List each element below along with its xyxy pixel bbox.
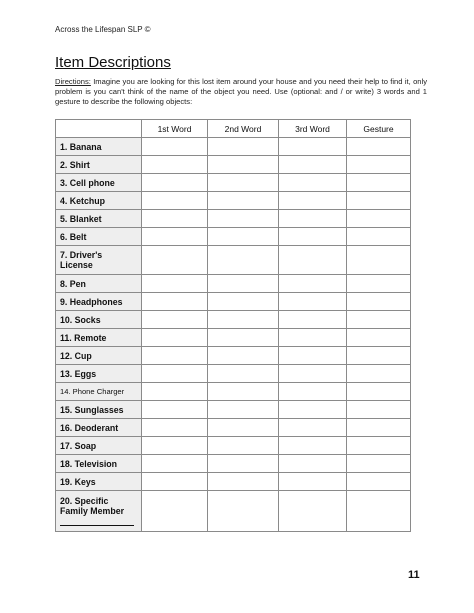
word-1-cell[interactable] [142, 311, 208, 329]
word-3-cell[interactable] [279, 437, 347, 455]
item-label: 3. Cell phone [56, 174, 142, 192]
directions-text: Imagine you are looking for this lost item around your house and you need their help to find it, only problem is you can't think of the name of the object you need. Use (optional: and / or write) 3 words and 1 gesture to describe the following objects: [55, 77, 427, 106]
word-1-cell[interactable] [142, 401, 208, 419]
gesture-cell[interactable] [347, 419, 411, 437]
item-descriptions-table [55, 119, 411, 532]
word-1-cell[interactable] [142, 329, 208, 347]
gesture-cell[interactable] [347, 329, 411, 347]
word-3-cell[interactable] [279, 383, 347, 401]
word-3-cell[interactable] [279, 401, 347, 419]
word-2-cell[interactable] [208, 329, 279, 347]
table-row [56, 228, 411, 246]
word-3-cell[interactable] [279, 138, 347, 156]
table-row [56, 347, 411, 365]
item-label: 9. Headphones [56, 293, 142, 311]
word-1-cell[interactable] [142, 365, 208, 383]
table-row [56, 491, 411, 532]
item-label: 14. Phone Charger [56, 383, 142, 401]
word-2-cell[interactable] [208, 192, 279, 210]
word-2-cell[interactable] [208, 383, 279, 401]
word-3-cell[interactable] [279, 246, 347, 275]
gesture-cell[interactable] [347, 156, 411, 174]
gesture-cell[interactable] [347, 293, 411, 311]
table-row [56, 419, 411, 437]
table-row [56, 455, 411, 473]
word-2-cell[interactable] [208, 174, 279, 192]
write-in-line[interactable] [60, 525, 134, 526]
gesture-cell[interactable] [347, 311, 411, 329]
word-3-cell[interactable] [279, 156, 347, 174]
word-3-cell[interactable] [279, 228, 347, 246]
directions-paragraph [55, 77, 427, 107]
word-1-cell[interactable] [142, 192, 208, 210]
item-label: 16. Deoderant [56, 419, 142, 437]
item-label: 18. Television [56, 455, 142, 473]
word-1-cell[interactable] [142, 174, 208, 192]
word-2-cell[interactable] [208, 347, 279, 365]
gesture-cell[interactable] [347, 365, 411, 383]
item-label: 15. Sunglasses [56, 401, 142, 419]
word-1-cell[interactable] [142, 491, 208, 532]
page-title: Item Descriptions [55, 54, 171, 71]
table-row [56, 275, 411, 293]
item-label: 11. Remote [56, 329, 142, 347]
word-3-cell[interactable] [279, 455, 347, 473]
item-label: 7. Driver's License [56, 246, 142, 275]
word-2-cell[interactable] [208, 210, 279, 228]
gesture-cell[interactable] [347, 275, 411, 293]
gesture-cell[interactable] [347, 174, 411, 192]
word-2-cell[interactable] [208, 228, 279, 246]
word-2-cell[interactable] [208, 138, 279, 156]
table-row [56, 365, 411, 383]
item-label: 8. Pen [56, 275, 142, 293]
gesture-cell[interactable] [347, 246, 411, 275]
word-3-cell[interactable] [279, 174, 347, 192]
table-row [56, 174, 411, 192]
gesture-cell[interactable] [347, 228, 411, 246]
item-label: 10. Socks [56, 311, 142, 329]
item-label: 2. Shirt [56, 156, 142, 174]
gesture-cell[interactable] [347, 473, 411, 491]
gesture-cell[interactable] [347, 210, 411, 228]
item-label-cell [56, 491, 142, 532]
word-3-cell[interactable] [279, 311, 347, 329]
word-3-cell[interactable] [279, 210, 347, 228]
gesture-cell[interactable] [347, 192, 411, 210]
gesture-cell[interactable] [347, 455, 411, 473]
word-2-cell[interactable] [208, 365, 279, 383]
word-2-cell[interactable] [208, 437, 279, 455]
page-header: Across the Lifespan SLP © [55, 25, 151, 34]
item-label: 5. Blanket [56, 210, 142, 228]
word-2-cell[interactable] [208, 491, 279, 532]
item-label: 19. Keys [56, 473, 142, 491]
word-2-cell[interactable] [208, 401, 279, 419]
word-2-cell[interactable] [208, 275, 279, 293]
gesture-cell[interactable] [347, 437, 411, 455]
table-row [56, 138, 411, 156]
column-header-gesture: Gesture [347, 120, 411, 138]
item-label: 1. Banana [56, 138, 142, 156]
word-3-cell[interactable] [279, 491, 347, 532]
column-header-1st-word: 1st Word [142, 120, 208, 138]
word-1-cell[interactable] [142, 138, 208, 156]
gesture-cell[interactable] [347, 383, 411, 401]
column-header-2nd-word: 2nd Word [208, 120, 279, 138]
item-label: 4. Ketchup [56, 192, 142, 210]
word-2-cell[interactable] [208, 293, 279, 311]
word-1-cell[interactable] [142, 437, 208, 455]
gesture-cell[interactable] [347, 138, 411, 156]
table-row [56, 210, 411, 228]
word-3-cell[interactable] [279, 329, 347, 347]
table-row [56, 437, 411, 455]
directions-label: Directions: [55, 77, 91, 86]
word-3-cell[interactable] [279, 419, 347, 437]
word-1-cell[interactable] [142, 455, 208, 473]
word-1-cell[interactable] [142, 383, 208, 401]
item-label: 13. Eggs [56, 365, 142, 383]
word-2-cell[interactable] [208, 246, 279, 275]
table-row [56, 192, 411, 210]
gesture-cell[interactable] [347, 401, 411, 419]
word-2-cell[interactable] [208, 455, 279, 473]
word-3-cell[interactable] [279, 275, 347, 293]
page-number: 11 [408, 569, 420, 581]
column-header-3rd-word: 3rd Word [279, 120, 347, 138]
table-row [56, 329, 411, 347]
word-1-cell[interactable] [142, 473, 208, 491]
word-2-cell[interactable] [208, 156, 279, 174]
item-label: 20. Specific Family Member [60, 496, 125, 516]
word-1-cell[interactable] [142, 228, 208, 246]
word-3-cell[interactable] [279, 365, 347, 383]
word-1-cell[interactable] [142, 210, 208, 228]
column-header-item [56, 120, 142, 138]
item-label: 17. Soap [56, 437, 142, 455]
word-2-cell[interactable] [208, 473, 279, 491]
word-1-cell[interactable] [142, 246, 208, 275]
item-label: 6. Belt [56, 228, 142, 246]
word-1-cell[interactable] [142, 275, 208, 293]
table-row [56, 156, 411, 174]
item-label: 12. Cup [56, 347, 142, 365]
table-row [56, 311, 411, 329]
word-2-cell[interactable] [208, 311, 279, 329]
gesture-cell[interactable] [347, 347, 411, 365]
word-1-cell[interactable] [142, 156, 208, 174]
table-header-row [56, 120, 411, 138]
word-3-cell[interactable] [279, 293, 347, 311]
table-row [56, 401, 411, 419]
word-1-cell[interactable] [142, 419, 208, 437]
word-2-cell[interactable] [208, 419, 279, 437]
word-1-cell[interactable] [142, 293, 208, 311]
table-row [56, 473, 411, 491]
word-3-cell[interactable] [279, 473, 347, 491]
table-row [56, 383, 411, 401]
word-3-cell[interactable] [279, 192, 347, 210]
table-row [56, 246, 411, 275]
word-1-cell[interactable] [142, 347, 208, 365]
gesture-cell[interactable] [347, 491, 411, 532]
table-row [56, 293, 411, 311]
word-3-cell[interactable] [279, 347, 347, 365]
